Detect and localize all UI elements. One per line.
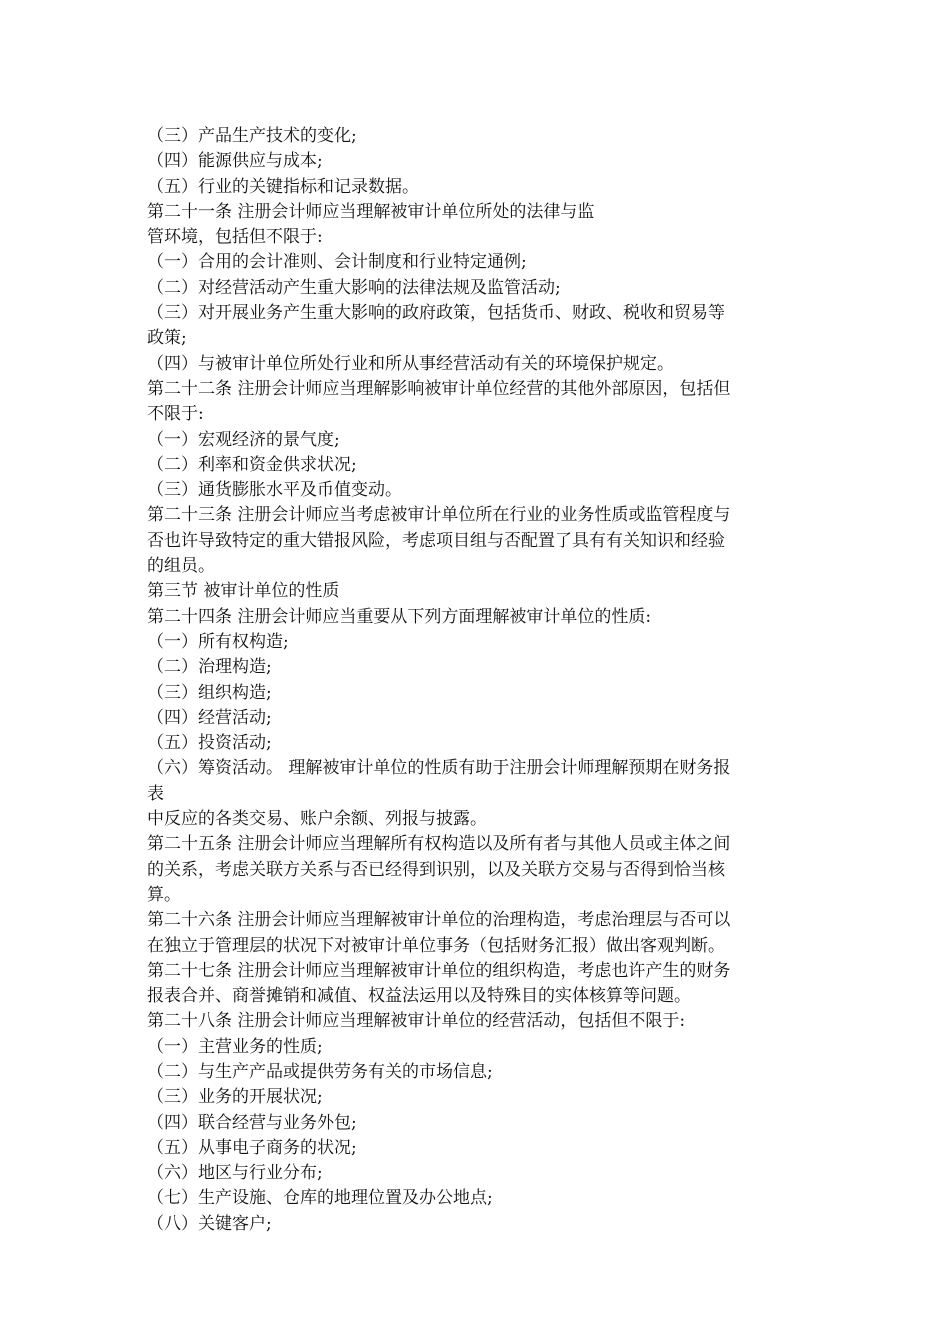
text-line: 政策; <box>147 328 187 349</box>
text-line: （三）对开展业务产生重大影响的政府政策，包括货币、财政、税收和贸易等 <box>147 303 725 324</box>
text-line: （六）筹资活动。 理解被审计单位的性质有助于注册会计师理解预期在财务报 <box>147 758 731 779</box>
text-line: （二）对经营活动产生重大影响的法律法规及监管活动; <box>147 277 561 298</box>
text-line: （一）宏观经济的景气度; <box>147 429 340 450</box>
text-line: （三）业务的开展状况; <box>147 1087 323 1108</box>
text-line: （二）治理构造; <box>147 657 272 678</box>
text-line: 第二十二条 注册会计师应当理解影响被审计单位经营的其他外部原因，包括但 <box>147 378 731 399</box>
text-line: （五）投资活动; <box>147 733 272 754</box>
text-line: （六）地区与行业分布; <box>147 1163 323 1184</box>
text-line: （一）所有权构造; <box>147 631 289 652</box>
text-line: 第二十八条 注册会计师应当理解被审计单位的经营活动，包括但不限于: <box>147 1011 686 1032</box>
text-line: 算。 <box>147 884 181 905</box>
document-body <box>147 124 812 1237</box>
text-line: 报表合并、商誉摊销和减值、权益法运用以及特殊目的实体核算等问题。 <box>147 986 691 1007</box>
text-line: 第二十六条 注册会计师应当理解被审计单位的治理构造，考虑治理层与否可以 <box>147 910 731 931</box>
text-line: （七）生产设施、仓库的地理位置及办公地点; <box>147 1188 493 1209</box>
text-line: （四）与被审计单位所处行业和所从事经营活动有关的环境保护规定。 <box>147 353 674 374</box>
text-line: （五）行业的关键指标和记录数据。 <box>147 176 419 197</box>
text-line: 第二十一条 注册会计师应当理解被审计单位所处的法律与监 <box>147 201 595 222</box>
text-line: （三）产品生产技术的变化; <box>147 126 357 146</box>
text-line: 第二十五条 注册会计师应当理解所有权构造以及所有者与其他人员或主体之间 <box>147 834 731 855</box>
text-line: 否也许导致特定的重大错报风险，考虑项目组与否配置了具有有关知识和经验 <box>147 530 725 551</box>
text-line: （一）主营业务的性质; <box>147 1036 323 1057</box>
text-line: （二）与生产产品或提供劳务有关的市场信息; <box>147 1061 493 1082</box>
text-line: （三）通货膨胀水平及币值变动。 <box>147 480 402 501</box>
text-line: 在独立于管理层的状况下对被审计单位事务（包括财务汇报）做出客观判断。 <box>147 935 725 956</box>
text-line: 的组员。 <box>147 556 215 577</box>
text-line: 管环境，包括但不限于: <box>147 227 323 248</box>
text-line: 的关系，考虑关联方关系与否已经得到识别，以及关联方交易与否得到恰当核 <box>147 859 725 880</box>
text-line: （四）经营活动; <box>147 707 272 728</box>
text-line: 第二十三条 注册会计师应当考虑被审计单位所在行业的业务性质或监管程度与 <box>147 505 731 526</box>
text-line: （三）组织构造; <box>147 682 272 703</box>
text-line: 第二十七条 注册会计师应当理解被审计单位的组织构造，考虑也许产生的财务 <box>147 960 731 981</box>
text-line: 不限于: <box>147 404 204 425</box>
text-line: 中反应的各类交易、账户余额、列报与披露。 <box>147 809 487 830</box>
text-line: （四）联合经营与业务外包; <box>147 1112 357 1133</box>
text-line: 第三节 被审计单位的性质 <box>147 581 340 602</box>
text-line: 第二十四条 注册会计师应当重要从下列方面理解被审计单位的性质: <box>147 606 652 627</box>
text-line: 表 <box>147 783 164 804</box>
text-line: （四）能源供应与成本; <box>147 151 323 172</box>
text-line: （八）关键客户; <box>147 1213 272 1234</box>
text-line: （一）合用的会计准则、会计制度和行业特定通例; <box>147 252 527 273</box>
text-line: （五）从事电子商务的状况; <box>147 1137 357 1158</box>
text-line: （二）利率和资金供求状况; <box>147 454 357 475</box>
